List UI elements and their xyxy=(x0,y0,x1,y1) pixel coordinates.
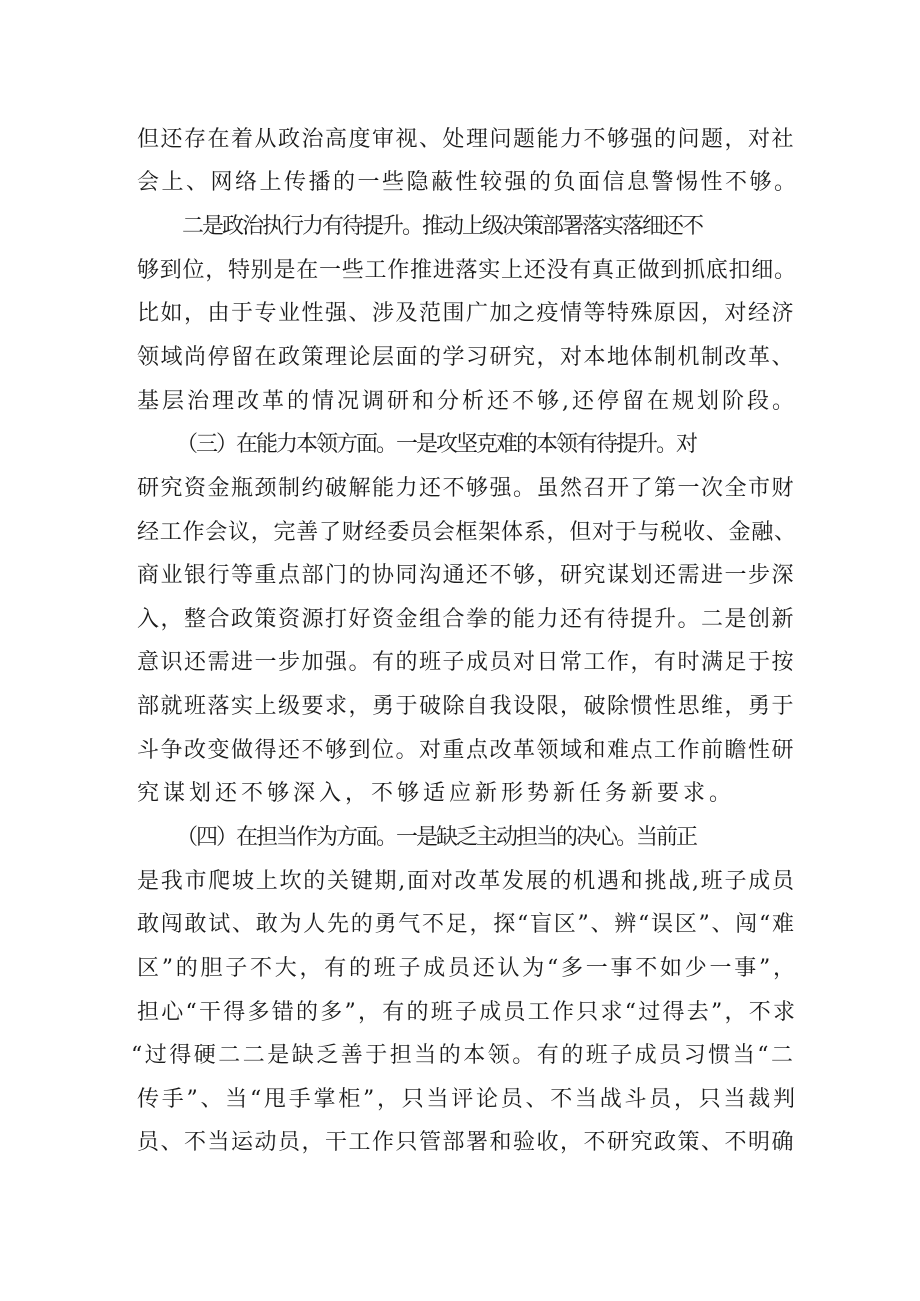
text-line: 比如，由于专业性强、涉及范围广加之疫情等特殊原因，对经济 xyxy=(137,301,796,326)
text-line: 够到位，特别是在一些工作推进落实上还没有真正做到抓底扣细。 xyxy=(137,258,797,283)
text-line: 是我市爬坡上坎的关键期,面对改革发展的机遇和挑战,班子成员 xyxy=(137,869,796,894)
text-line: 领域尚停留在政策理论层面的学习研究，对本地体制机制改革、 xyxy=(137,345,796,370)
text-line: 研究资金瓶颈制约破解能力还不够强。虽然召开了第一次全市财 xyxy=(137,476,796,501)
text-line: 意识还需进一步加强。有的班子成员对日常工作，有时满足于按 xyxy=(137,650,796,675)
text-line: 区”的胆子不大，有的班子成员还认为“多一事不如少一事”， xyxy=(137,956,798,981)
text-line: 会上、网络上传播的一些隐蔽性较强的负面信息警惕性不够。 xyxy=(137,170,799,195)
text-line: 入，整合政策资源打好资金组合拳的能力还有待提升。二是创新 xyxy=(137,607,796,632)
text-line: 究谋划还不够深入，不够适应新形势新任务新要求。 xyxy=(137,781,736,806)
text-line: （四）在担当作为方面。一是缺乏主动担当的决心。当前正 xyxy=(176,825,697,850)
text-line: 敢闯敢试、敢为人先的勇气不足，探“盲区”、辨“误区”、闯“难 xyxy=(137,912,796,937)
text-line: 员、不当运动员，干工作只管部署和验收，不研究政策、不明确 xyxy=(137,1130,796,1155)
text-line: 商业银行等重点部门的协同沟通还不够，研究谋划还需进一步深 xyxy=(137,563,796,588)
text-line: 基层治理改革的情况调研和分析还不够,还停留在规划阶段。 xyxy=(137,389,797,414)
text-line: 部就班落实上级要求，勇于破除自我设限，破除惯性思维，勇于 xyxy=(137,694,796,719)
text-line: “过得硬二二是缺乏善于担当的本领。有的班子成员习惯当“二 xyxy=(131,1043,796,1068)
text-line: 二是政治执行力有待提升。推动上级决策部署落实落细还不 xyxy=(182,214,703,239)
text-line: 担心“干得多错的多”，有的班子成员工作只求“过得去”，不求 xyxy=(137,1000,798,1025)
text-line: 斗争改变做得还不够到位。对重点改革领域和难点工作前瞻性研 xyxy=(137,738,796,763)
text-line: （三）在能力本领方面。一是攻坚克难的本领有待提升。对 xyxy=(176,432,697,457)
text-line: 传手”、当“甩手掌柜”，只当评论员、不当战斗员，只当裁判 xyxy=(137,1087,798,1112)
text-line: 但还存在着从政治高度审视、处理问题能力不够强的问题，对社 xyxy=(137,127,796,152)
text-line: 经工作会议，完善了财经委员会框架体系，但对于与税收、金融、 xyxy=(137,520,797,545)
